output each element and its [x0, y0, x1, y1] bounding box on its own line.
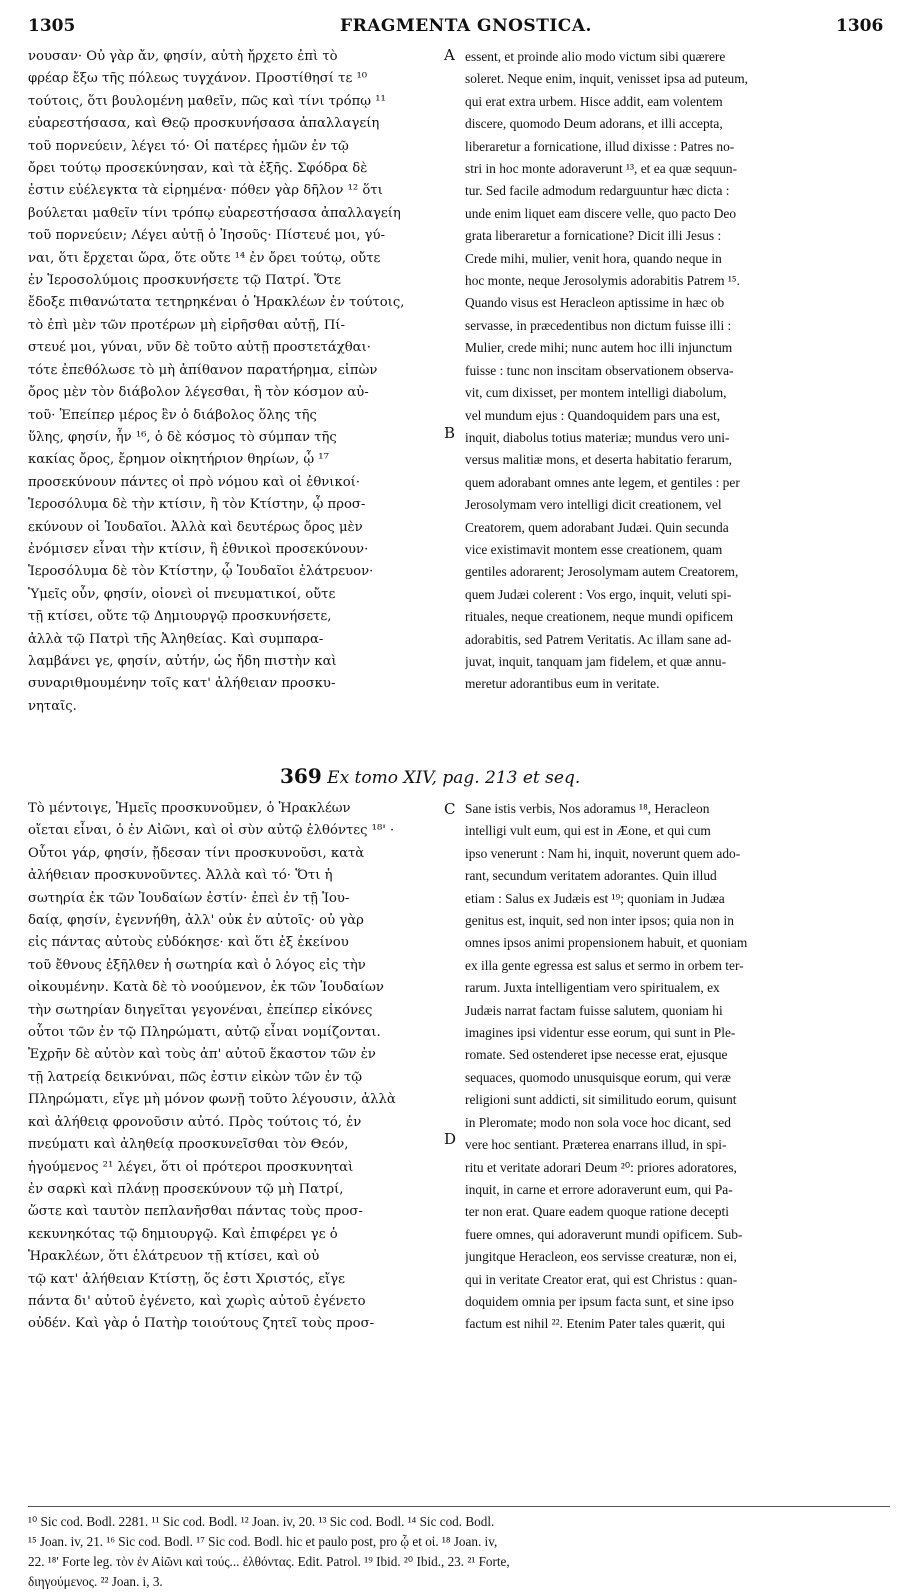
greek-text-line: Ἐχρῆν δὲ αὐτὸν καὶ τοὺς ἀπ' αὐτοῦ ἕκαστον τῶν ἐν — [28, 1047, 376, 1063]
latin-text-line: inquit, in carne et errore adoraverunt eum, qui Pa- — [465, 1181, 733, 1197]
greek-text-line: τότε ἐπεθόλωσε τὸ μὴ ἀπίθανον παρατήρημα, εἰπὼν — [28, 362, 378, 378]
greek-text-line: τῷ κατ' ἀλήθειαν Κτίστῃ, ὅς ἐστι Χριστός, εἴγε — [28, 1271, 345, 1287]
latin-text-line: stri in hoc monte adoraverunt ¹³, et ea quæ sequun- — [465, 161, 738, 177]
greek-text-line: τοῦ πορνεύειν; Λέγει αὐτῇ ὁ Ἰησοῦς· Πίστευέ μοι, γύ- — [28, 228, 385, 244]
running-title: FRAGMENTA GNOSTICA. — [340, 16, 592, 36]
footnotes — [28, 1512, 893, 1592]
greek-text-line: Πληρώματι, εἴγε μὴ μόνον φωνῇ τοῦτο λέγουσιν, ἀλλὰ — [28, 1092, 396, 1108]
greek-text-line: ὕλης, φησίν, ἦν ¹⁶, ὁ δὲ κόσμος τὸ σύμπαν τῆς — [28, 429, 337, 445]
greek-text-line: τὸ ἐπὶ μὲν τῶν προτέρων μὴ εἰρῆσθαι αὐτῇ, Πί- — [28, 317, 346, 333]
greek-text-line: ἔδοξε πιθανώτατα τετηρηκέναι ὁ Ἡρακλέων ἐν τούτοις, — [28, 295, 405, 311]
latin-text-line: liberaretur a fornicatione, illud dixisse : Patres no- — [465, 138, 735, 154]
latin-text-line: Crede mihi, mulier, venit hora, quando neque in — [465, 250, 722, 266]
latin-text-line: doquidem omnia per ipsum facta sunt, et sine ipso — [465, 1293, 734, 1309]
latin-text-line: quem Judæi colerent : Vos ergo, inquit, veluti spi- — [465, 586, 732, 602]
latin-text-line: Quando visus est Heracleon aptissime in hæc ob — [465, 295, 725, 311]
latin-text-line: hoc monte, neque Jerosolymis adorabitis Patrem ¹⁵. — [465, 273, 740, 289]
latin-text-line: fuisse : tunc non inscitam observationem observa- — [465, 362, 734, 378]
greek-text-line: εκύνουν οἱ Ἰουδαῖοι. Ἀλλὰ καὶ δευτέρως ὄρος μὲν — [28, 519, 363, 535]
greek-text-line: ναι, ὅτι ἔρχεται ὥρα, ὅτε οὔτε ¹⁴ ἐν ὄρει τούτῳ, οὔτε — [28, 250, 381, 266]
greek-text-line: Ἱεροσόλυμα δὲ τὴν κτίσιν, ἢ τὸν Κτίστην, ᾧ προσ- — [28, 497, 366, 513]
margin-marker-d: D — [444, 1130, 457, 1148]
greek-text-line: στευέ μοι, γύναι, νῦν δὲ τοῦτο αὐτῇ προστετάχθαι· — [28, 340, 371, 356]
latin-text-line: adorabitis, sed Patrem Veritatis. Ac illam sane ad- — [465, 631, 732, 647]
greek-text-line: τῇ λατρείᾳ δεικνύναι, πῶς ἐστιν εἰκὼν τῶν ἐν τῷ — [28, 1069, 363, 1085]
latin-text-line: Jerosolymam vero intelligi dicit creationem, vel — [465, 497, 722, 513]
latin-text-line: jungitque Heracleon, eos servisse creaturæ, non ei, — [465, 1249, 737, 1265]
margin-marker-b: B — [444, 424, 456, 442]
greek-column-top — [28, 46, 440, 718]
footnote-line: διηγούμενος. ²² Joan. i, 3. — [28, 1574, 163, 1589]
greek-text-line: νουσαν· Οὐ γὰρ ἄν, φησίν, αὐτὴ ἤρχετο ἐπὶ τὸ — [28, 49, 338, 64]
greek-text-line: οἰκουμένην. Κατὰ δὲ τὸ νοούμενον, ἐκ τῶν Ἰουδαίων — [28, 980, 384, 996]
greek-text-line: συναριθμουμένην τοῖς κατ' ἀλήθειαν προσκυ- — [28, 676, 336, 692]
latin-text-line: Judæis narrat factam fuisse salutem, quoniam hi — [465, 1002, 723, 1018]
latin-text-line: fuere omnes, qui adoraverunt mundi opificem. Sub- — [465, 1226, 743, 1242]
latin-column-bottom — [465, 798, 893, 1336]
latin-text-line: ritu et veritate adorari Deum ²⁰: priores adoratores, — [465, 1159, 737, 1175]
latin-text-line: omnes ipsos animi propensionem habuit, et quoniam — [465, 935, 748, 951]
greek-text-line: ὄρος μὲν τὸν διάβολον λέγεσθαι, ἢ τὸν κόσμον αὐ- — [28, 385, 369, 401]
latin-text-line: Creatorem, quem adorabant Judæi. Quin secunda — [465, 519, 729, 535]
latin-text-line: ipso venerunt : Nam hi, inquit, noverunt quem ado- — [465, 845, 741, 861]
latin-text-line: Mulier, crede mihi; nunc autem hoc illi injunctum — [465, 340, 733, 356]
greek-text-line: τοῦ ἔθνους ἐξῆλθεν ἡ σωτηρία καὶ ὁ λόγος εἰς τὴν — [28, 957, 366, 973]
latin-text-line: soleret. Neque enim, inquit, venisset ipsa ad puteum, — [465, 71, 749, 87]
greek-text-line: οὗτοι τῶν ἐν τῷ Πληρώματι, αὐτῷ εἶναι νομίζονται. — [28, 1025, 381, 1041]
greek-text-line: σωτηρία ἐκ τῶν Ἰουδαίων ἐστίν· ἐπεὶ ἐν τῇ Ἰου- — [28, 890, 350, 906]
greek-text-line: βούλεται μαθεῖν τίνι τρόπῳ εὐαρεστήσασα ἀπαλλαγείη — [28, 205, 401, 221]
latin-text-line: intelligi vult eum, qui est in Æone, et qui cum — [465, 823, 711, 839]
greek-text-line: ἀλλὰ τῷ Πατρὶ τῆς Ἀληθείας. Καὶ συμπαρα- — [28, 631, 324, 647]
latin-text-line: sequaces, quomodo unusquisque eorum, qui veræ — [465, 1069, 731, 1085]
latin-text-line: rituales, neque creationem, neque mundi opificem — [465, 609, 734, 625]
latin-text-line: juvat, inquit, tanquam jam fidelem, et quæ annu- — [465, 653, 727, 669]
section-title: Ex tomo XIV, pag. 213 et seq. — [327, 768, 581, 788]
greek-text-line: Ἡρακλέων, ὅτι ἐλάτρευον τῇ κτίσει, καὶ οὐ — [28, 1249, 320, 1265]
latin-text-line: vere hoc sentiant. Præterea enarrans illud, in spi- — [465, 1137, 727, 1153]
latin-text-line: vit, cum dixisset, per montem intelligi diabolum, — [465, 385, 727, 401]
greek-column-bottom — [28, 798, 440, 1336]
greek-text-line: νηταῖς. — [28, 698, 77, 714]
latin-text-line: meretur adorantibus eum in veritate. — [465, 676, 660, 692]
left-page-number: 1305 — [28, 16, 76, 36]
latin-column-top — [465, 46, 893, 696]
greek-text-line: δαίᾳ, φησίν, ἐγεννήθη, ἀλλ' οὐκ ἐν αὐτοῖς· οὐ γὰρ — [28, 913, 364, 929]
greek-text-line: ὄρει τούτῳ προσεκύνησαν, καὶ τὰ ἑξῆς. Σφόδρα δὲ — [28, 161, 368, 177]
latin-text-line: grata liberaretur a fornicatione? Dicit illi Jesus : — [465, 228, 722, 244]
greek-text-line: προσεκύνουν πάντες οἱ πρὸ νόμου καὶ οἱ ἐθνικοί· — [28, 474, 361, 490]
greek-text-line: πάντα δι' αὐτοῦ ἐγένετο, καὶ χωρὶς αὐτοῦ ἐγένετο — [28, 1293, 366, 1309]
footnote-line: ¹⁵ Joan. iv, 21. ¹⁶ Sic cod. Bodl. ¹⁷ Sic cod. Bodl. hic et paulo post, pro ᾧ et οἱ. ¹⁸ Joan. iv, — [28, 1534, 498, 1549]
greek-text-line: εὐαρεστήσασα, καὶ Θεῷ προσκυνήσασα ἀπαλλαγείη — [28, 116, 380, 132]
latin-text-line: etiam : Salus ex Judæis est ¹⁹; quoniam in Judæa — [465, 890, 725, 906]
latin-text-line: ex illa gente egressa est salus et sermo in orbem ter- — [465, 957, 744, 973]
latin-text-line: rant, secundum veritatem adorantes. Quin illud — [465, 868, 717, 884]
greek-text-line: Ἱεροσόλυμα δὲ τὸν Κτίστην, ᾧ Ἰουδαῖοι ἐλάτρευον· — [28, 564, 374, 580]
latin-text-line: discere, quomodo Deum adorans, et illi accepta, — [465, 116, 723, 132]
latin-text-line: vice existimavit montem esse creationem, quam — [465, 541, 723, 557]
latin-text-line: quem adorabant omnes ante legem, et gentiles : per — [465, 474, 740, 490]
latin-text-line: inquit, diabolus totius materiæ; mundus vero uni- — [465, 429, 730, 445]
greek-text-line: τοῦ· Ἐπείπερ μέρος ἓν ὁ διάβολος ὅλης τῆς — [28, 407, 317, 423]
latin-text-line: factum est nihil ²². Etenim Pater tales quærit, qui — [465, 1316, 726, 1332]
latin-text-line: Sane istis verbis, Nos adoramus ¹⁸, Heracleon — [465, 801, 710, 816]
latin-text-line: qui in veritate Creator erat, qui est Christus : quan- — [465, 1271, 738, 1287]
greek-text-line: λαμβάνει γε, φησίν, αὐτήν, ὡς ἤδη πιστὴν καὶ — [28, 653, 337, 669]
latin-text-line: imagines ipsi videntur esse eorum, qui sunt in Ple- — [465, 1025, 736, 1041]
latin-text-line: religioni sunt addicti, sit similitudo eorum, quisunt — [465, 1092, 737, 1108]
margin-marker-a: A — [444, 46, 455, 64]
latin-text-line: servasse, in præcedentibus non dictum fuisse illi : — [465, 317, 732, 333]
latin-text-line: rarum. Juxta intelligentiam vero spiritualem, ex — [465, 980, 720, 996]
greek-text-line: Οὗτοι γάρ, φησίν, ᾔδεσαν τίνι προσκυνοῦσι, κατὰ — [28, 845, 365, 861]
latin-text-line: vel mundum ejus : Quandoquidem pars una est, — [465, 407, 721, 423]
greek-text-line: οὐδέν. Καὶ γὰρ ὁ Πατὴρ τοιούτους ζητεῖ τοὺς προσ- — [28, 1316, 375, 1332]
greek-text-line: τούτοις, ὅτι βουλομένη μαθεῖν, πῶς καὶ τίνι τρόπῳ ¹¹ — [28, 93, 386, 109]
greek-text-line: τὴν σωτηρίαν διηγεῖται γεγονέναι, ἐπείπερ εἰκόνες — [28, 1002, 373, 1018]
greek-text-line: πνεύματι καὶ ἀληθείᾳ προσκυνεῖσθαι τὸν Θεόν, — [28, 1137, 349, 1153]
greek-text-line: τοῦ πορνεύειν, λέγει τό· Οἱ πατέρες ἡμῶν ἐν τῷ — [28, 138, 349, 154]
latin-text-line: gentiles adorarent; Jerosolymam autem Creatorem, — [465, 564, 739, 580]
latin-text-line: in Pleromate; modo non sola voce hoc dicant, sed — [465, 1114, 731, 1130]
greek-text-line: ἐν σαρκὶ καὶ πλάνῃ προσεκύνουν τῷ μὴ Πατρί, — [28, 1181, 344, 1197]
latin-text-line: versus malitiæ mons, et deserta habitatio ferarum, — [465, 452, 732, 468]
section-heading — [280, 764, 580, 788]
greek-text-line: κακίας ὄρος, ἔρημον οἰκητήριον θηρίων, ᾧ ¹⁷ — [28, 452, 329, 468]
greek-text-line: ὥστε καὶ ταυτὸν πεπλανῆσθαι πάντας τοὺς προσ- — [28, 1204, 363, 1220]
greek-text-line: καὶ ἀλήθειᾳ φρονοῦσιν αὐτό. Πρὸς τούτοις τό, ἐν — [28, 1114, 362, 1130]
latin-text-line: qui erat extra urbem. Hisce addit, eam volentem — [465, 93, 723, 109]
footnote-line: ¹⁰ Sic cod. Bodl. 2281. ¹¹ Sic cod. Bodl. ¹² Joan. iv, 20. ¹³ Sic cod. Bodl. ¹⁴ Sic cod. Bodl. — [28, 1514, 495, 1529]
latin-text-line: essent, et proinde alio modo victum sibi quærere — [465, 49, 726, 64]
greek-text-line: ἐστιν εὐέλεγκτα τὰ εἰρημένα· πόθεν γὰρ δῆλον ¹² ὅτι — [28, 183, 383, 199]
margin-marker-c: C — [444, 800, 456, 818]
greek-text-line: φρέαρ ἔξω τῆς πόλεως τυγχάνον. Προστίθησί τε ¹⁰ — [28, 71, 368, 87]
greek-text-line: τῇ κτίσει, οὔτε τῷ Δημιουργῷ προσκυνήσετε, — [28, 609, 332, 625]
greek-text-line: ἐνόμισεν εἶναι τὴν κτίσιν, ἣ ἐθνικοὶ προσεκύνουν· — [28, 541, 369, 557]
right-page-number: 1306 — [836, 16, 884, 36]
greek-text-line: ἡγούμενος ²¹ λέγει, ὅτι οἱ πρότεροι προσκυνηταὶ — [28, 1159, 354, 1175]
latin-text-line: romate. Sed ostenderet ipse necesse erat, ejusque — [465, 1047, 728, 1063]
footnote-line: 22. ¹⁸' Forte leg. τὸν ἐν Αἰῶνι καὶ τούς... ἐλθόντας. Edit. Patrol. ¹⁹ Ibid. ²⁰ Ibid., 23. ²¹ Forte, — [28, 1554, 510, 1569]
greek-text-line: ἐν Ἱεροσολύμοις προσκυνήσετε τῷ Πατρί. Ὅτε — [28, 273, 341, 289]
latin-text-line: tur. Sed facile admodum redarguuntur hæc dicta : — [465, 183, 730, 199]
section-number: 369 — [280, 764, 322, 788]
latin-text-line: unde enim liquet eam discere velle, quo pacto Deo — [465, 205, 737, 221]
greek-text-line: Ὑμεῖς οὖν, φησίν, οἱονεὶ οἱ πνευματικοί, οὔτε — [28, 586, 336, 602]
latin-text-line: genitus est, inquit, sed non inter ipsos; quia non in — [465, 913, 734, 929]
greek-text-line: κεκυνηκότας τῷ δημιουργῷ. Καὶ ἐπιφέρει γε ὁ — [28, 1226, 338, 1242]
greek-text-line: Τὸ μέντοιγε, Ἡμεῖς προσκυνοῦμεν, ὁ Ἡρακλέων — [28, 801, 351, 816]
latin-text-line: ter non erat. Quare eadem quoque ratione decepti — [465, 1204, 729, 1220]
greek-text-line: εἰς πάντας αὐτοὺς εὐδόκησε· καὶ ὅτι ἐξ ἐκείνου — [28, 935, 349, 951]
greek-text-line: οἴεται εἶναι, ὁ ἐν Αἰῶνι, καὶ οἱ σὺν αὐτῷ ἐλθόντες ¹⁸' · — [28, 823, 395, 839]
greek-text-line: ἀλήθειαν προσκυνοῦντες. Ἀλλὰ καὶ τό· Ὅτι ἡ — [28, 868, 333, 884]
footnote-rule — [28, 1506, 890, 1507]
